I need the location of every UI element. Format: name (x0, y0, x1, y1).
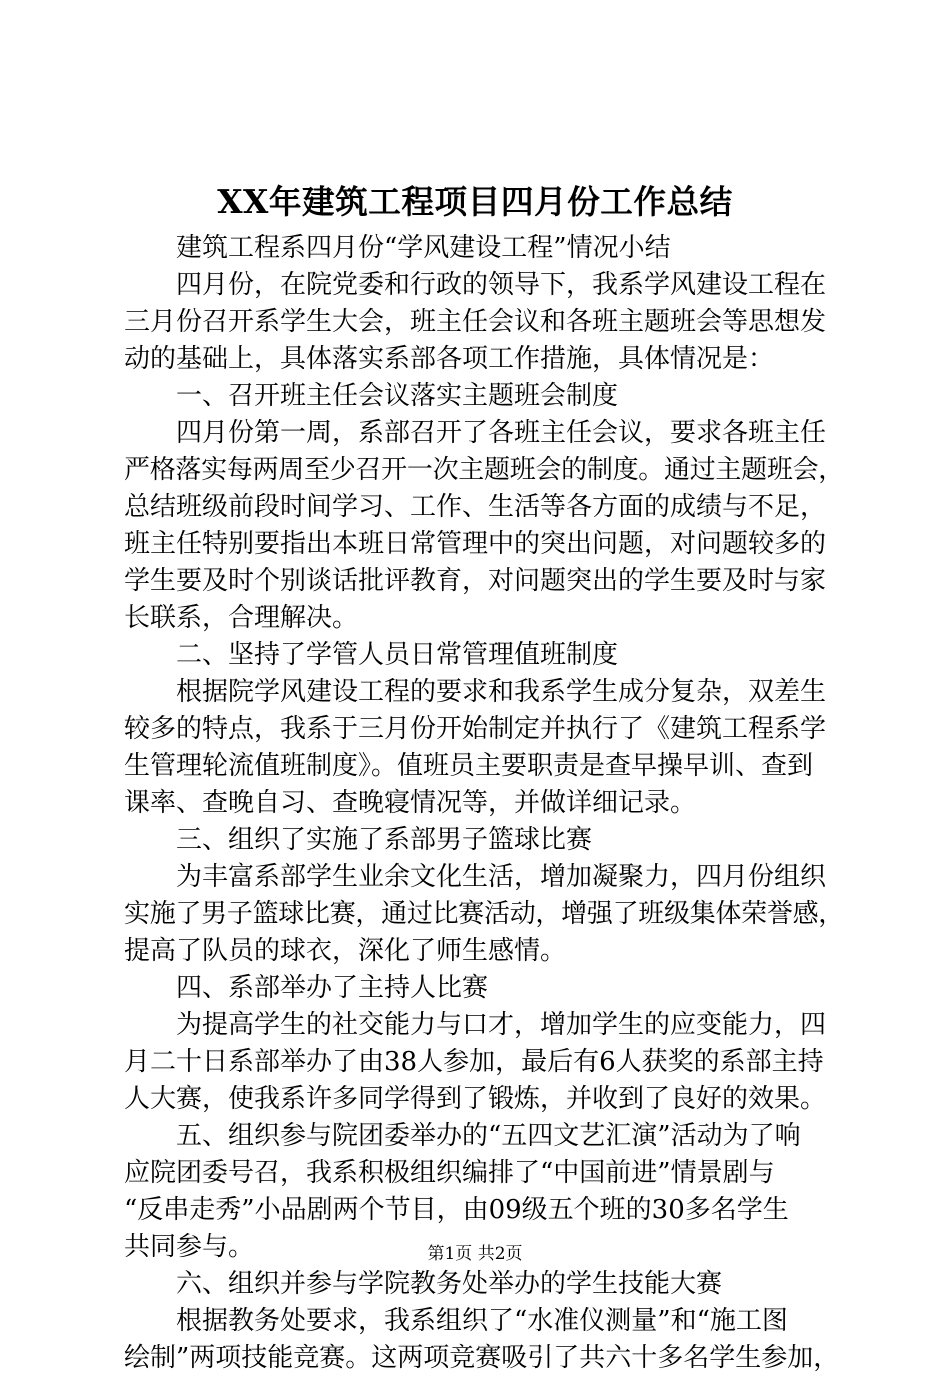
body-line: 四、系部举办了主持人比赛 (124, 973, 489, 1003)
body-line: 三月份召开系学生大会，班主任会议和各班主题班会等思想发 (124, 307, 827, 337)
body-line: 五、组织参与院团委举办的“五四文艺汇演”活动为了响 (124, 1121, 801, 1151)
body-line: 生管理轮流值班制度》。值班员主要职责是查早操早训、查到 (124, 751, 814, 781)
body-line: 二、坚持了学管人员日常管理值班制度 (124, 640, 619, 670)
body-line: 班主任特别要指出本班日常管理中的突出问题，对问题较多的 (124, 529, 827, 559)
body-line: 六、组织并参与学院教务处举办的学生技能大赛 (124, 1269, 723, 1299)
body-line: “反串走秀”小品剧两个节目，由09级五个班的30多名学生 (124, 1195, 789, 1225)
body-line: 月二十日系部举办了由38人参加，最后有6人获奖的系部主持 (124, 1047, 824, 1077)
body-line: 为提高学生的社交能力与口才，增加学生的应变能力，四 (124, 1010, 827, 1040)
body-line: 绘制”两项技能竞赛。这两项竞赛吸引了共六十多名学生参加， (124, 1343, 840, 1373)
body-line: 应院团委号召，我系积极组织编排了“中国前进”情景剧与 (124, 1158, 775, 1188)
body-line: 共同参与。 (124, 1232, 255, 1262)
body-line: 学生要及时个别谈话批评教育，对问题突出的学生要及时与家 (124, 566, 827, 596)
body-line: 严格落实每两周至少召开一次主题班会的制度。通过主题班会， (124, 455, 845, 485)
body-line: 提高了队员的球衣，深化了师生感情。 (124, 936, 567, 966)
body-line: 人大赛，使我系许多同学得到了锻炼，并收到了良好的效果。 (124, 1084, 827, 1114)
body-line: 动的基础上，具体落实系部各项工作措施，具体情况是： (124, 344, 775, 374)
body-line: 根据院学风建设工程的要求和我系学生成分复杂，双差生 (124, 677, 827, 707)
body-line: 实施了男子篮球比赛，通过比赛活动，增强了班级集体荣誉感， (124, 899, 845, 929)
body-line: 根据教务处要求，我系组织了“水准仪测量”和“施工图 (124, 1306, 788, 1336)
body-line: 较多的特点，我系于三月份开始制定并执行了《建筑工程系学 (124, 714, 827, 744)
page-footer: 第1页 共2页 (427, 1244, 523, 1264)
body-line: 课率、查晚自习、查晚寝情况等，并做详细记录。 (124, 788, 697, 818)
document-title: XX年建筑工程项目四月份工作总结 (217, 182, 733, 221)
body-line: 建筑工程系四月份“学风建设工程”情况小结 (124, 233, 671, 263)
body-line: 总结班级前段时间学习、工作、生活等各方面的成绩与不足， (124, 492, 827, 522)
body-line: 一、召开班主任会议落实主题班会制度 (124, 381, 619, 411)
body-line: 长联系，合理解决。 (124, 603, 359, 633)
body-line: 三、组织了实施了系部男子篮球比赛 (124, 825, 593, 855)
document-body (124, 230, 844, 1377)
body-line: 四月份第一周，系部召开了各班主任会议，要求各班主任 (124, 418, 827, 448)
body-line: 为丰富系部学生业余文化生活，增加凝聚力，四月份组织 (124, 862, 827, 892)
body-line: 四月份，在院党委和行政的领导下，我系学风建设工程在 (124, 270, 827, 300)
